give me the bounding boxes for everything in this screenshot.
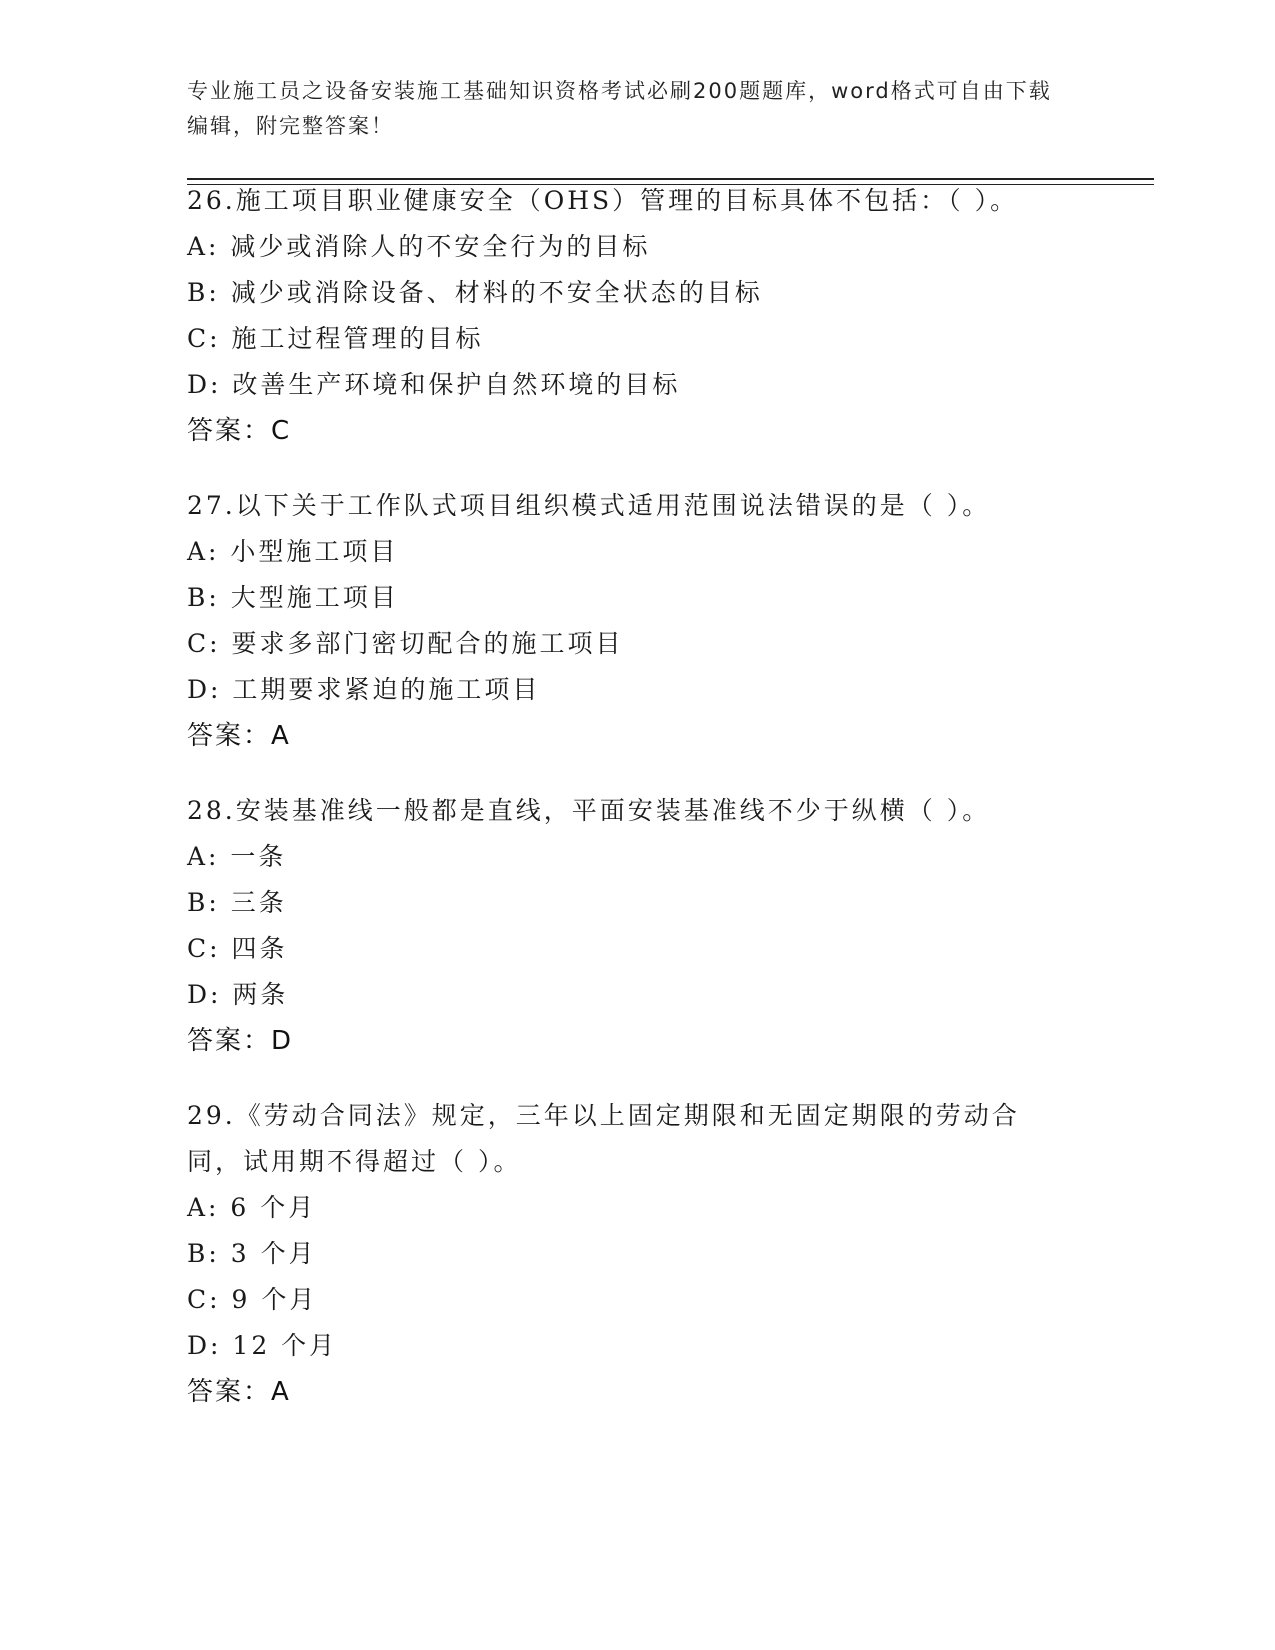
option-b: B: 3 个月 [187, 1239, 317, 1268]
option-a: A: 小型施工项目 [187, 537, 399, 566]
question-26 [187, 178, 1087, 454]
question-28 [187, 788, 1087, 1064]
option-d: D: 两条 [187, 980, 289, 1009]
question-stem: 29.《劳动合同法》规定，三年以上固定期限和无固定期限的劳动合同，试用期不得超过（ ）。 [187, 1101, 1020, 1176]
question-stem: 26.施工项目职业健康安全（OHS）管理的目标具体不包括：（ ）。 [187, 186, 1019, 215]
question-27 [187, 483, 1087, 759]
answer-label: 答案：A [187, 721, 291, 751]
question-29 [187, 1093, 1067, 1415]
option-a: A: 一条 [187, 842, 287, 871]
option-d: D: 工期要求紧迫的施工项目 [187, 675, 541, 704]
option-c: C: 要求多部门密切配合的施工项目 [187, 629, 624, 658]
option-c: C: 9 个月 [187, 1285, 318, 1314]
document-header: 专业施工员之设备安装施工基础知识资格考试必刷200题题库，word格式可自由下载编辑，附完整答案！ [187, 79, 1052, 138]
question-stem: 27.以下关于工作队式项目组织模式适用范围说法错误的是（ ）。 [187, 491, 991, 520]
option-a: A: 减少或消除人的不安全行为的目标 [187, 232, 651, 261]
question-stem: 28.安装基准线一般都是直线，平面安装基准线不少于纵横（ ）。 [187, 796, 991, 825]
answer-label: 答案：D [187, 1026, 294, 1056]
option-b: B: 减少或消除设备、材料的不安全状态的目标 [187, 278, 763, 307]
option-d: D: 12 个月 [187, 1331, 338, 1360]
answer-label: 答案：C [187, 416, 292, 446]
option-d: D: 改善生产环境和保护自然环境的目标 [187, 370, 681, 399]
option-c: C: 施工过程管理的目标 [187, 324, 484, 353]
answer-label: 答案：A [187, 1377, 291, 1407]
option-b: B: 三条 [187, 888, 287, 917]
option-a: A: 6 个月 [187, 1193, 317, 1222]
option-c: C: 四条 [187, 934, 288, 963]
option-b: B: 大型施工项目 [187, 583, 399, 612]
